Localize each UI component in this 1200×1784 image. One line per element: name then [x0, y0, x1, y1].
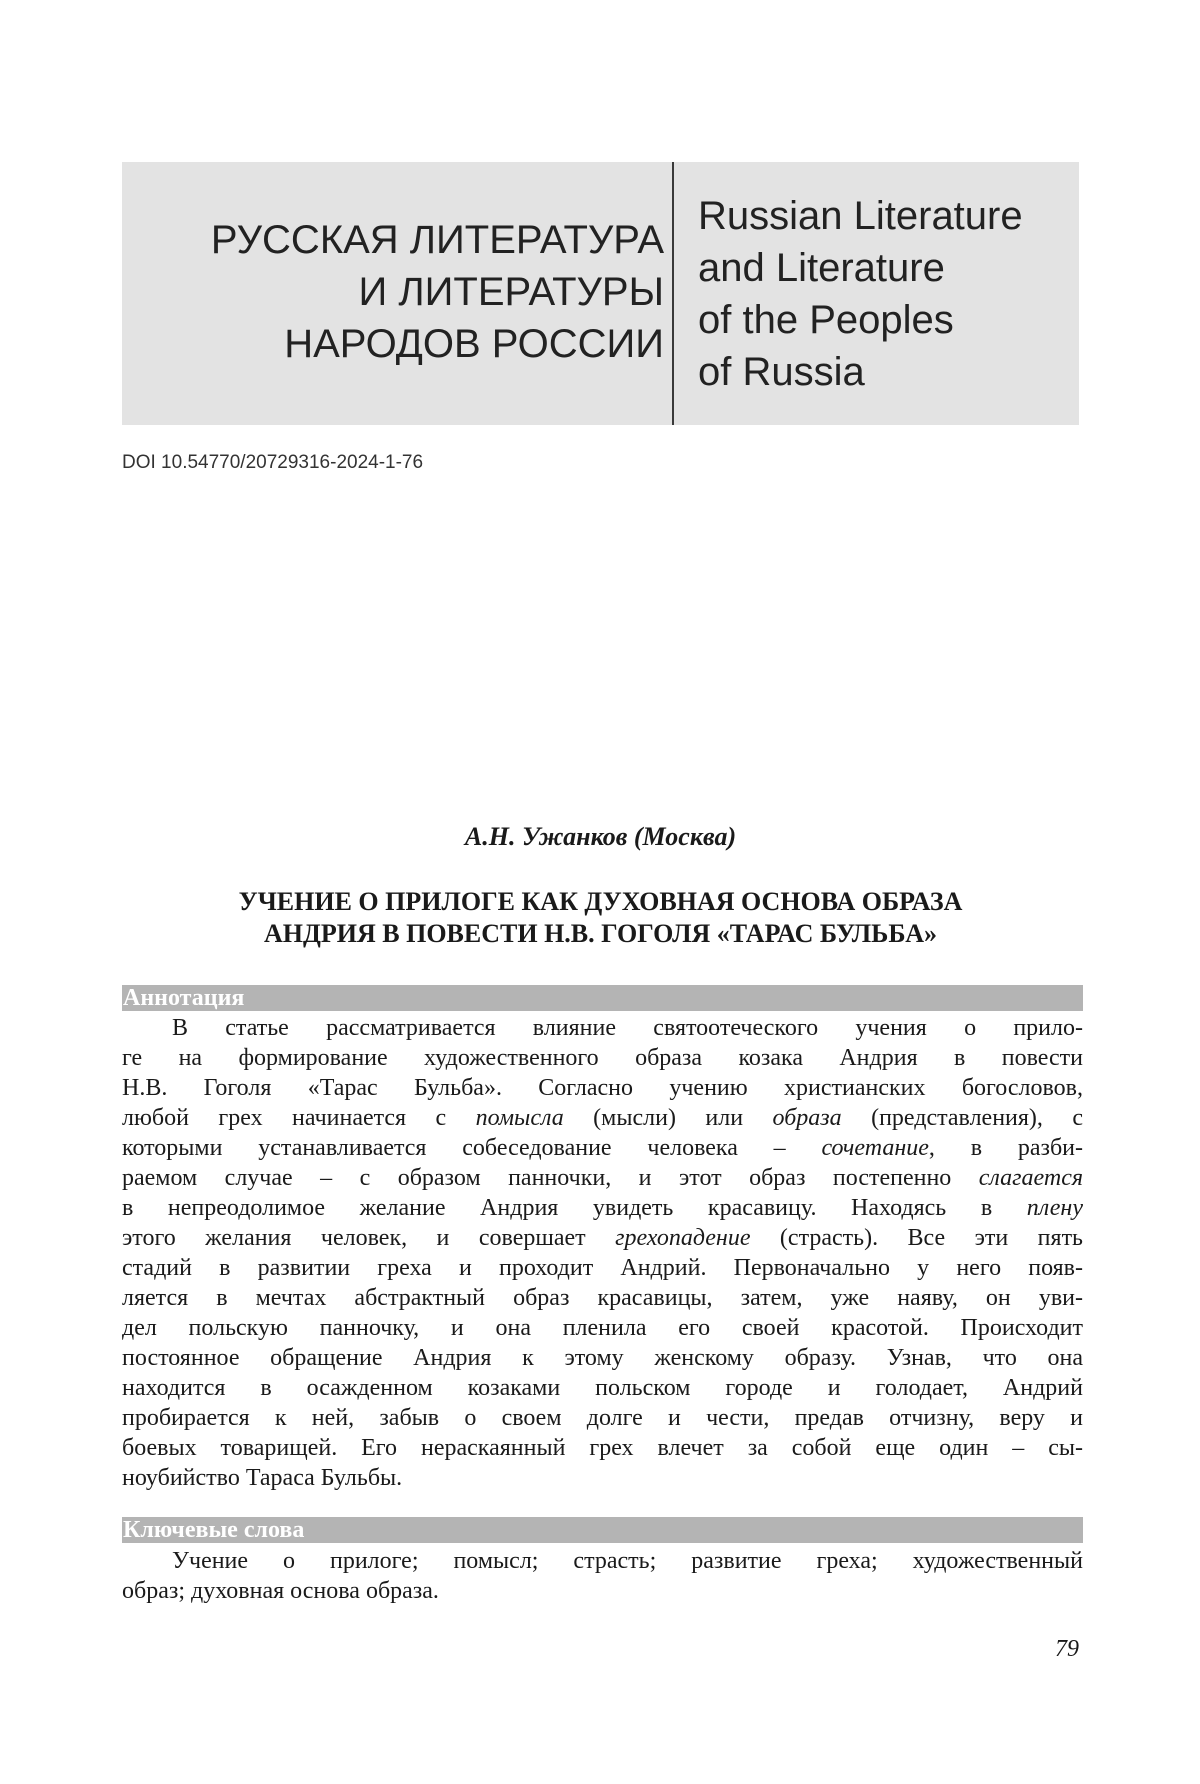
abstract-line	[122, 1373, 1083, 1403]
abstract-emphasis: слагается	[978, 1165, 1083, 1191]
page-number: 79	[1055, 1636, 1079, 1662]
abstract-text-run: любой грех начинается с	[122, 1105, 476, 1131]
abstract-text-run: В статье рассматривается влияние святоотеческого учения о прило-	[172, 1015, 1083, 1041]
journal-title-en-line: and Literature	[698, 246, 945, 290]
abstract-text-run: ноубийство Тараса Бульбы.	[122, 1465, 403, 1491]
journal-title-en-line: Russian Literature	[698, 194, 1023, 238]
journal-title-en-line: of the Peoples	[698, 298, 954, 342]
abstract-text-run: дел польскую панночку, и она пленила его своей красотой. Происходит	[122, 1315, 1083, 1341]
journal-title-en	[698, 190, 1068, 398]
abstract-text-run: постоянное обращение Андрия к этому женскому образу. Узнав, что она	[122, 1345, 1083, 1371]
abstract-emphasis: сочетание	[821, 1135, 929, 1161]
abstract-text-run: этого желания человек, и совершает	[122, 1225, 616, 1251]
abstract-text-run: (представления), с	[841, 1105, 1084, 1131]
abstract-heading: Аннотация	[122, 985, 1083, 1011]
abstract-body	[122, 1013, 1083, 1493]
keywords-line: Учение о прилоге; помысл; страсть; развитие греха; художественный	[172, 1548, 1083, 1574]
abstract-line	[122, 1313, 1083, 1343]
abstract-line	[122, 1433, 1083, 1463]
journal-title-en-line: of Russia	[698, 350, 865, 394]
abstract-text-run: пробирается к ней, забыв о своем долге и чести, предав отчизну, веру и	[122, 1405, 1083, 1431]
abstract-text-run: , в разби-	[928, 1135, 1084, 1161]
abstract-text-run: которыми устанавливается собеседование человека –	[122, 1135, 822, 1161]
abstract-line	[122, 1283, 1083, 1313]
journal-title-ru-line: РУССКАЯ ЛИТЕРАТУРА	[210, 218, 664, 262]
abstract-text-run: (страсть). Все эти пять	[750, 1225, 1084, 1251]
author-line: А.Н. Ужанков (Москва)	[464, 822, 737, 851]
abstract-text-run: боевых товарищей. Его нераскаянный грех влечет за собой еще один – сы-	[122, 1435, 1083, 1461]
abstract-line	[122, 1103, 1083, 1133]
abstract-text-run: в непреодолимое желание Андрия увидеть красавицу. Находясь в	[122, 1195, 1027, 1221]
abstract-text-run: ге на формирование художественного образа козака Андрия в повести	[122, 1045, 1083, 1071]
journal-title-ru	[144, 214, 664, 370]
article-title-line: АНДРИЯ В ПОВЕСТИ Н.В. ГОГОЛЯ «ТАРАС БУЛЬБА»	[264, 919, 937, 948]
abstract-line	[122, 1073, 1083, 1103]
abstract-line	[122, 1223, 1083, 1253]
journal-header-band	[122, 162, 1079, 425]
abstract-emphasis: плену	[1026, 1195, 1083, 1221]
abstract-text-run: находится в осажденном козаками польском городе и голодает, Андрий	[122, 1375, 1083, 1401]
abstract-emphasis: образа	[772, 1105, 842, 1131]
abstract-line	[122, 1043, 1083, 1073]
abstract-text-run: (мысли) или	[563, 1105, 773, 1131]
doi-text[interactable]: DOI 10.54770/20729316-2024-1-76	[122, 452, 424, 473]
abstract-line	[122, 1013, 1083, 1043]
keywords-heading: Ключевые слова	[122, 1517, 1083, 1543]
header-divider	[672, 162, 674, 425]
abstract-text-run: ляется в мечтах абстрактный образ красавицы, затем, уже наяву, он уви-	[122, 1285, 1083, 1311]
article-title	[122, 886, 1079, 950]
article-title-line: УЧЕНИЕ О ПРИЛОГЕ КАК ДУХОВНАЯ ОСНОВА ОБРАЗА	[238, 887, 963, 916]
abstract-line	[122, 1343, 1083, 1373]
abstract-line	[122, 1133, 1083, 1163]
abstract-text-run: стадий в развитии греха и проходит Андрий. Первоначально у него появ-	[122, 1255, 1083, 1281]
abstract-emphasis: грехопадение	[615, 1225, 751, 1251]
abstract-emphasis: помысла	[475, 1105, 564, 1131]
abstract-line	[122, 1163, 1083, 1193]
abstract-text-run: Н.В. Гоголя «Тарас Бульба». Согласно учению христианских богословов,	[122, 1075, 1083, 1101]
journal-title-ru-line: НАРОДОВ РОССИИ	[284, 322, 664, 366]
abstract-text-run: раемом случае – с образом панночки, и этот образ постепенно	[122, 1165, 979, 1191]
abstract-line	[122, 1463, 1083, 1493]
keywords-body	[122, 1546, 1083, 1606]
journal-title-ru-line: И ЛИТЕРАТУРЫ	[358, 270, 664, 314]
abstract-line	[122, 1403, 1083, 1433]
abstract-line	[122, 1193, 1083, 1223]
keywords-line: образ; духовная основа образа.	[122, 1578, 439, 1604]
abstract-line	[122, 1253, 1083, 1283]
